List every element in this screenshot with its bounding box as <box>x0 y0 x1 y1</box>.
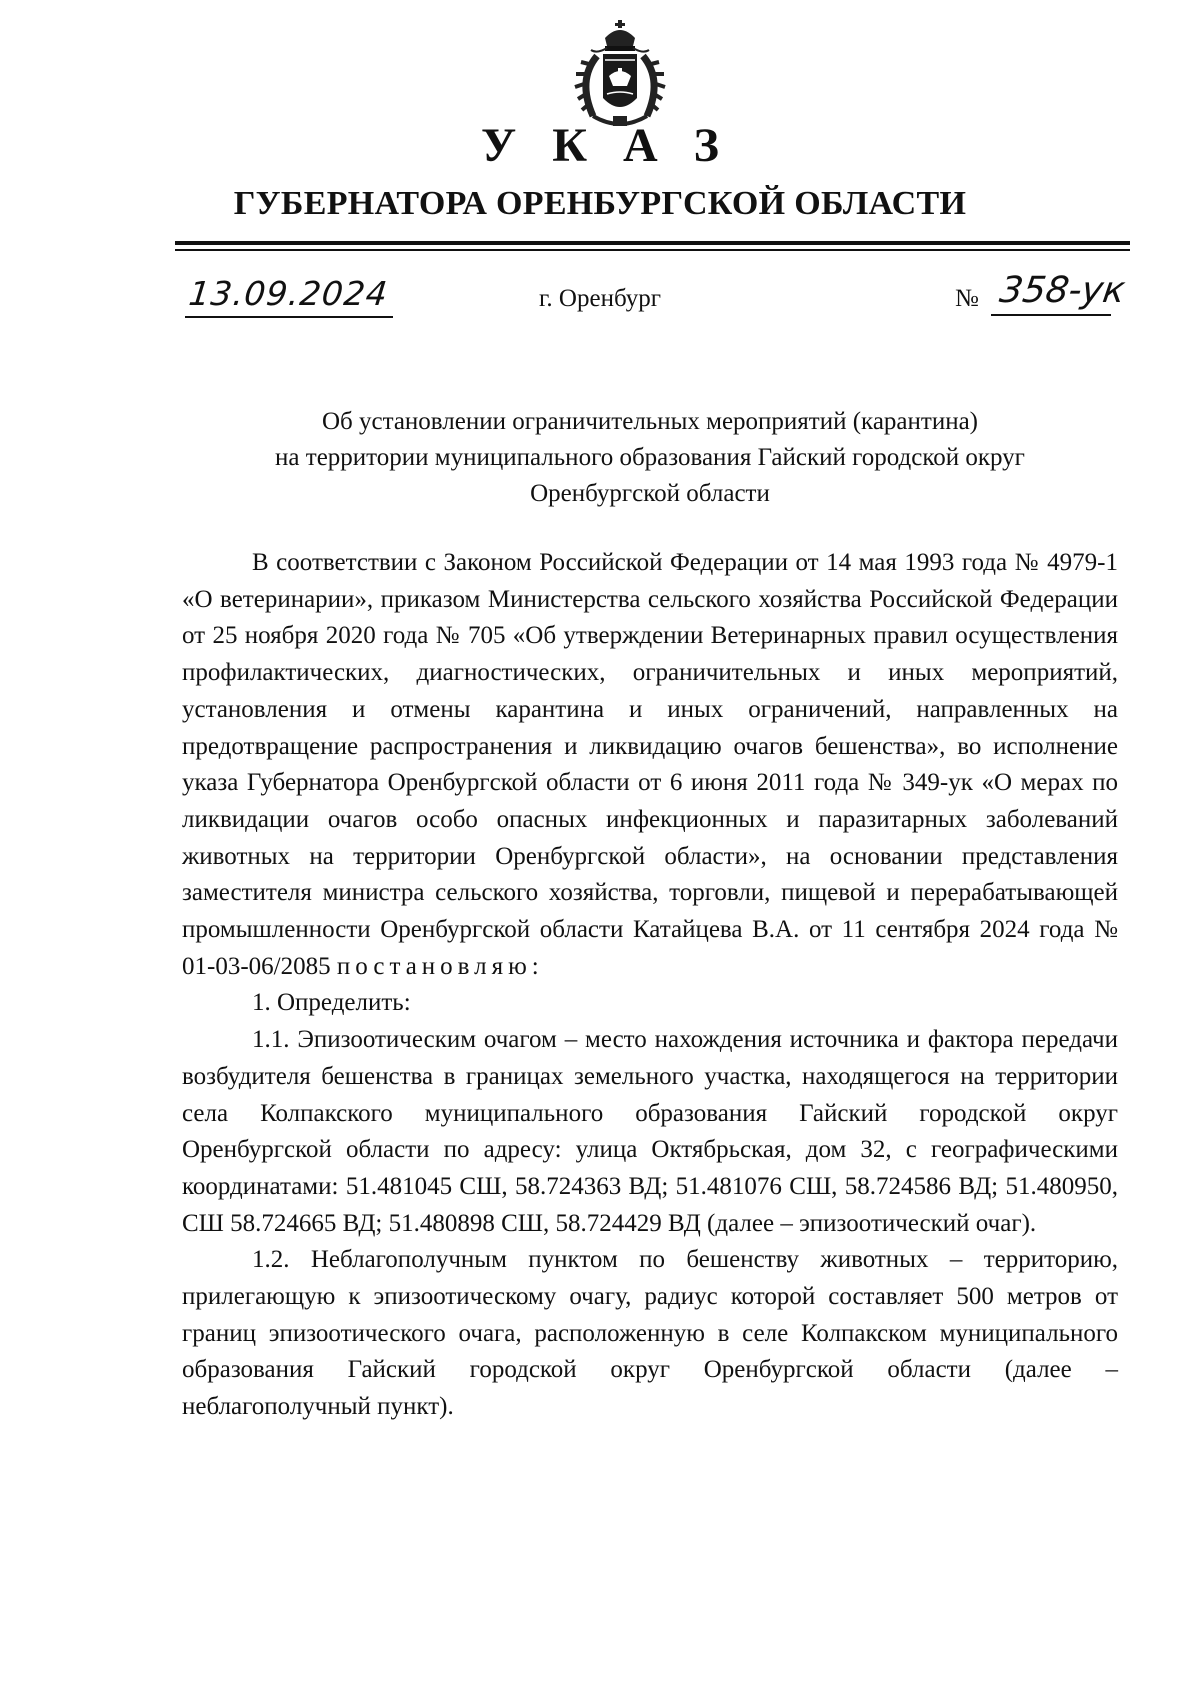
number-underline <box>991 314 1111 316</box>
heading-line: Оренбургской области <box>530 480 770 507</box>
header-rule-thick <box>175 241 1130 245</box>
issuer-title: ГУБЕРНАТОРА ОРЕНБУРГСКОЙ ОБЛАСТИ <box>233 185 967 222</box>
coat-of-arms-icon <box>567 20 673 130</box>
item-1: 1. Определить: <box>252 989 411 1017</box>
resolve-word: постановляю: <box>336 952 544 980</box>
item-1-2: 1.2. Неблагополучным пунктом по бешенству животных – территорию, прилегающую к эпизоотическому очагу, радиус которой составляет 500 метров от границ эпизоотического очага, расположенную в селе Колпакском муниципального образования Гайский городской округ Оренбургской области (далее – неблагополучный пункт). <box>182 1246 1118 1421</box>
place-of-issue: г. Оренбург <box>539 285 661 312</box>
heading-line: Об установлении ограничительных мероприятий (карантина) <box>321 408 979 435</box>
document-type-title: У К А З <box>480 119 732 172</box>
date-underline <box>185 316 393 318</box>
preamble-paragraph <box>182 545 1118 985</box>
document-body <box>182 545 1118 1426</box>
number-sign: № <box>955 285 979 312</box>
header-rule-thin <box>175 249 1130 251</box>
preamble-text: В соответствии с Законом Российской Федерации от 14 мая 1993 года № 4979-1 «О ветеринарии», приказом Министерства сельского хозяйства Российской Федерации от 25 ноября 2020 года № 705 «Об утверждении Ветеринарных правил осуществления профилактических, диагностических, ограничительных и иных мероприятий, установления и отмены карантина и иных ограничений, направленных на предотвращение распространения и ликвидацию очагов бешенства», во исполнение указа Губернатора Оренбургской области от 6 июня 2011 года № 349-ук «О мерах по ликвидации очагов особо опасных инфекционных и паразитарных заболеваний животных на территории Оренбургской области», на основании представления заместителя министра сельского хозяйства, торговли, пищевой и перерабатывающей промышленности Оренбургской области Катайцева В.А. от 11 сентября 2024 года № 01-03-06/2085 <box>182 549 1118 980</box>
heading-line: на территории муниципального образования Гайский городской округ <box>275 444 1025 471</box>
document-number <box>955 270 1155 320</box>
handwritten-date: 13.09.2024 <box>186 274 391 313</box>
item-1-1: 1.1. Эпизоотическим очагом – место нахождения источника и фактора передачи возбудителя бешенства в границах земельного участка, находящегося на территории села Колпакского муниципального образования Гайский городской округ Оренбургской области по адресу: улица Октябрьская, дом 32, с географическими координатами: 51.481045 СШ, 58.724363 ВД; 51.481076 СШ, 58.724586 ВД; 51.480950, СШ 58.724665 ВД; 51.480898 СШ, 58.724429 ВД (далее – эпизоотический очаг). <box>182 1026 1118 1237</box>
handwritten-number: 358-ук <box>997 270 1128 311</box>
document-heading <box>180 404 1120 512</box>
